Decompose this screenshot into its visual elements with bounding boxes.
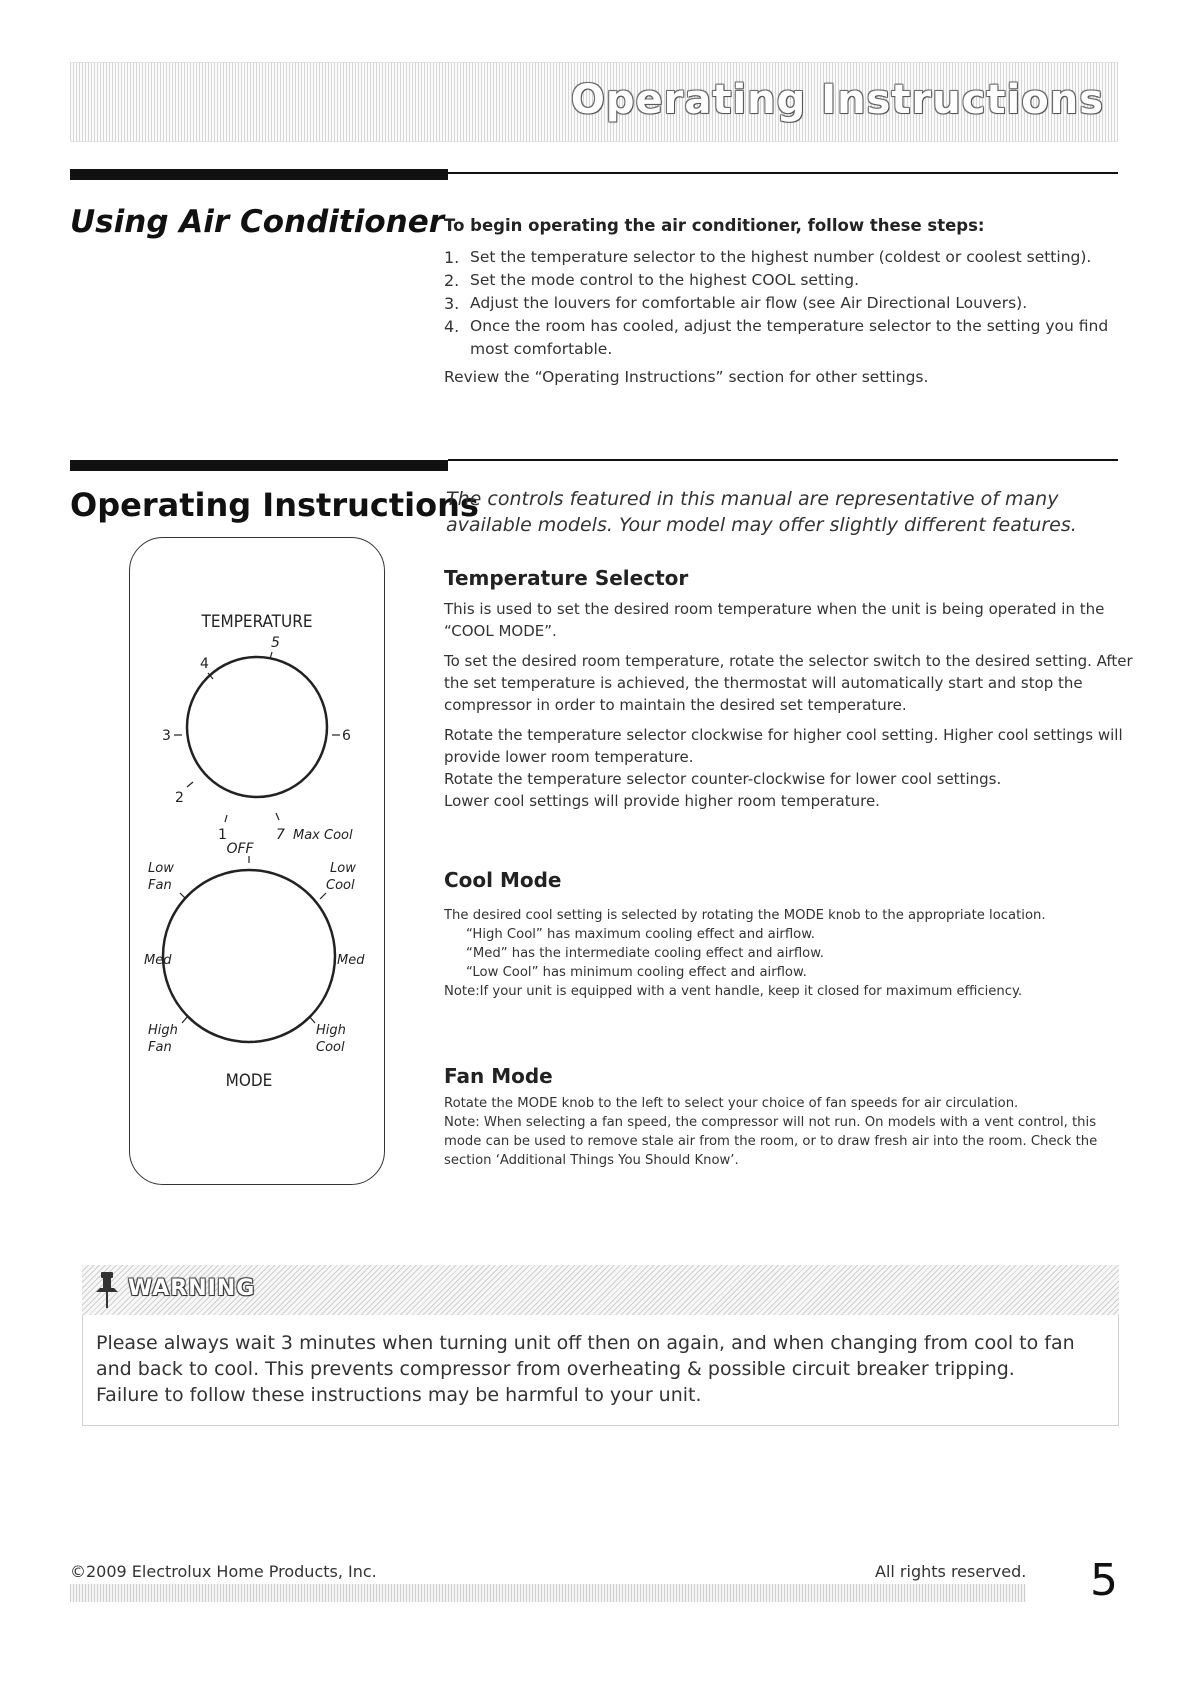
temperature-knob [187, 657, 327, 797]
footer-band [70, 1584, 1026, 1602]
page-number: 5 [1090, 1555, 1118, 1606]
mode-high-cool-label-1: High [316, 1023, 346, 1038]
temp-mark-6: 6 [342, 728, 351, 744]
mode-title: MODE [225, 1071, 273, 1091]
temp-mark-1: 1 [218, 827, 227, 843]
fan-mode-heading: Fan Mode [444, 1064, 553, 1088]
footer-copyright: ©2009 Electrolux Home Products, Inc. [70, 1562, 377, 1581]
steps-lead: To begin operating the air conditioner, follow these steps: [444, 216, 985, 235]
using-ac-heading: Using Air Conditioner [70, 204, 445, 240]
mode-low-cool-label-1: Low [330, 861, 356, 876]
warning-title: WARNING [128, 1276, 256, 1301]
mode-med-left-label: Med [144, 953, 172, 968]
mode-high-fan-label-1: High [148, 1023, 178, 1038]
mode-off-label: OFF [226, 841, 254, 857]
mode-low-fan-label-1: Low [148, 861, 174, 876]
footer-rights: All rights reserved. [875, 1562, 1027, 1581]
steps-review: Review the “Operating Instructions” section for other settings. [444, 368, 929, 386]
mode-low-fan-label-2: Fan [148, 878, 172, 893]
temp-max-cool-label: Max Cool [293, 828, 353, 843]
temp-mark-7: 7 [276, 827, 285, 843]
warning-text: Please always wait 3 minutes when turning unit off then on again, and when changing from cool to fan and back to cool. This prevents compressor from overheating & possible circuit breaker tripping. Failure to follow these instructions may be harmful to your unit. [96, 1332, 1075, 1406]
mode-med-right-label: Med [337, 953, 365, 968]
control-panel [129, 537, 385, 1185]
mode-high-fan-label-2: Fan [148, 1040, 172, 1055]
temp-mark-3: 3 [162, 728, 171, 744]
temp-mark-2: 2 [175, 790, 184, 806]
list-item: 1. Set the temperature selector to the highest number (coldest or coolest setting). [444, 248, 1092, 267]
steps-list [444, 246, 1120, 361]
control-panel-drawing [130, 538, 384, 1184]
header-band [70, 62, 1118, 142]
temperature-title: TEMPERATURE [201, 612, 313, 632]
operating-heading: Operating Instructions [70, 486, 479, 524]
section-rule-thin [448, 172, 1118, 174]
section-rule-thick [70, 169, 448, 180]
mode-low-cool-label-2: Cool [326, 878, 355, 893]
section-rule-thin [448, 459, 1118, 461]
list-item: 2. Set the mode control to the highest COOL setting. [444, 271, 859, 290]
pushpin-icon [92, 1270, 122, 1310]
fan-mode-text: Rotate the MODE knob to the left to select your choice of fan speeds for air circulation. Note: When selecting a fan speed, the compressor will not run. On models with a vent control, this mode can be used to remove stale air from the room, or to draw fresh air into the room. Check the section ‘Additional Things You Should Know’. [444, 1096, 1098, 1168]
page-title: Operating Instructions [570, 77, 1104, 123]
cool-mode-text: The desired cool setting is selected by rotating the MODE knob to the appropriate location. “High Cool” has maximum cooling effect and airflow. “Med” has the intermediate cooling effect and airflow. “Low Cool” has minimum cooling effect and airflow. Note:If your unit is equipped with a vent handle, keep it closed for maximum efficiency. [444, 908, 1046, 999]
section-rule-thick [70, 460, 448, 471]
list-item: 3. Adjust the louvers for comfortable air flow (see Air Directional Louvers). [444, 294, 1028, 313]
temp-mark-4: 4 [200, 656, 209, 672]
operating-intro: The controls featured in this manual are representative of many available models. Your model may offer slightly different features. [446, 488, 1077, 536]
temperature-selector-text: This is used to set the desired room temperature when the unit is being operated in the “COOL MODE”. To set the desired room temperature, rotate the selector switch to the desired setting. After the set temperature is achieved, the thermostat will automatically start and stop the compressor in order to maintain the desired set temperature. Rotate the temperature selector clockwise for higher cool setting. Higher cool settings will provide lower room temperature. Rotate the temperature selector counter-clockwise for lower cool settings. Lower cool settings will provide higher room temperature. [444, 600, 1133, 810]
mode-high-cool-label-2: Cool [316, 1040, 345, 1055]
temperature-selector-heading: Temperature Selector [444, 566, 689, 590]
temp-mark-5: 5 [271, 635, 280, 651]
list-item: 4. Once the room has cooled, adjust the temperature selector to the setting you find most comfortable. [444, 317, 1109, 358]
cool-mode-heading: Cool Mode [444, 868, 562, 892]
